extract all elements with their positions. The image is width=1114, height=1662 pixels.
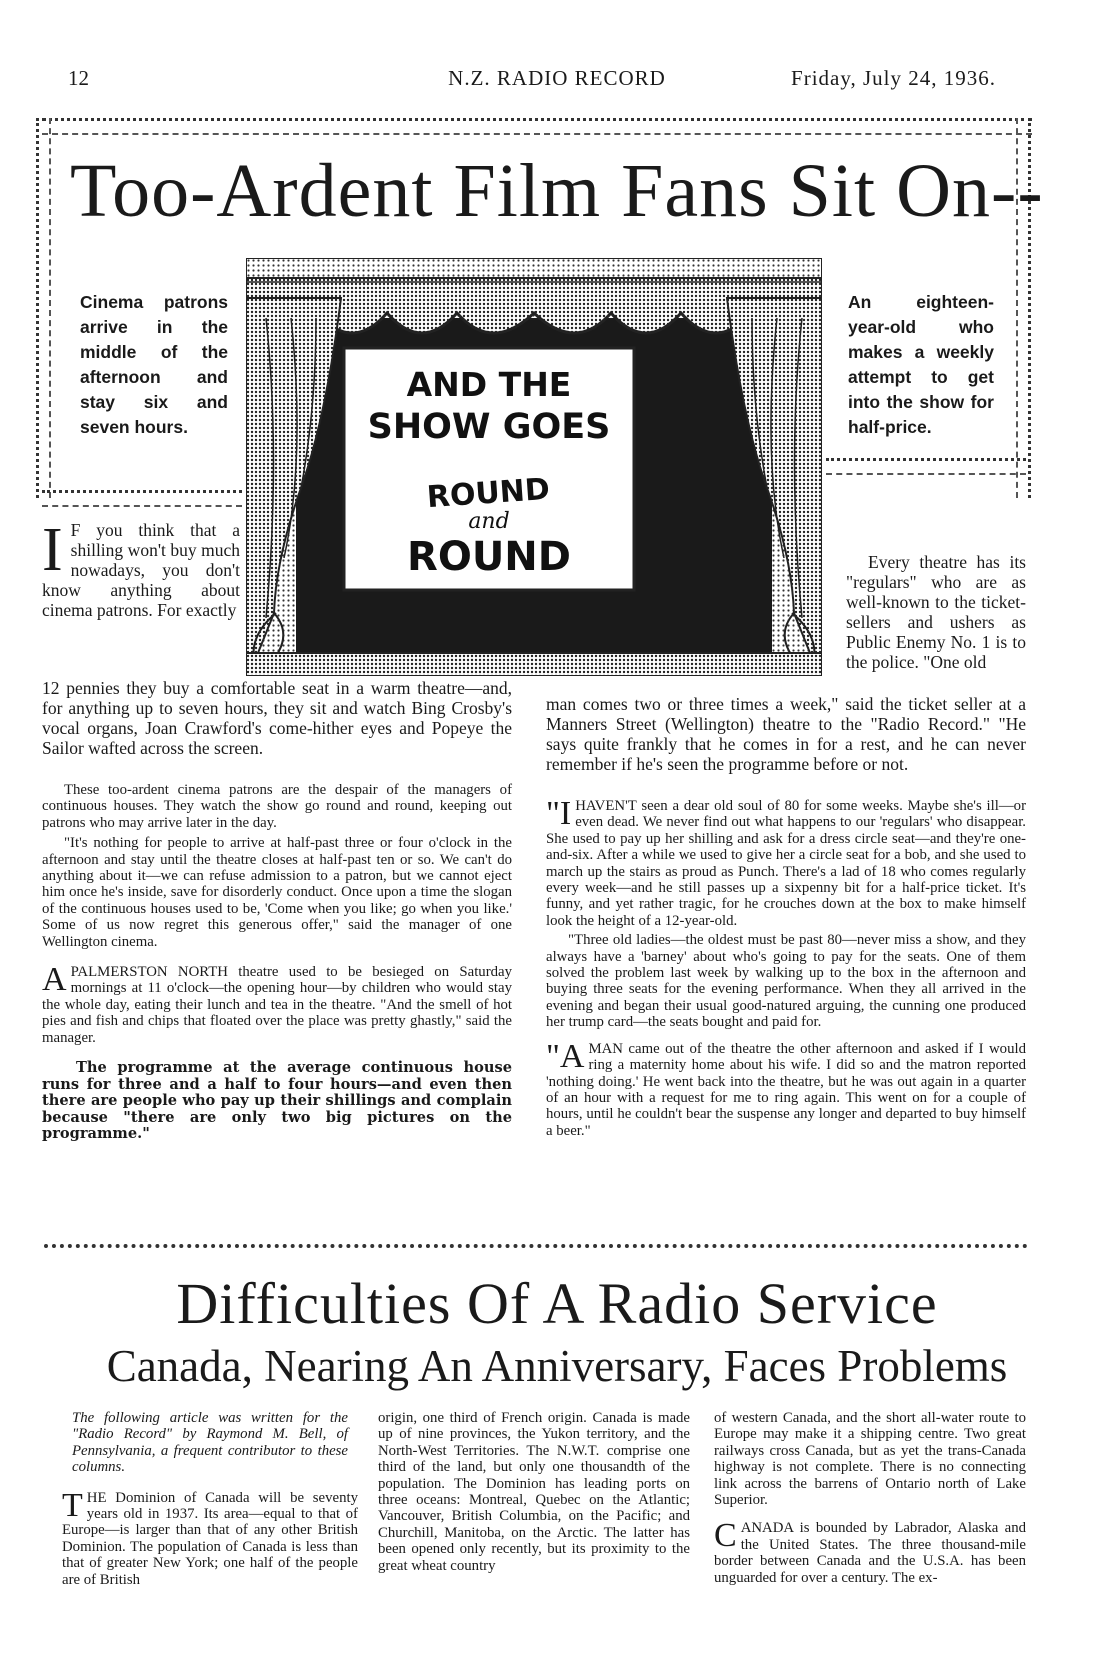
sign-line4: and: [468, 509, 510, 534]
sign-line3: ROUND: [425, 471, 551, 516]
left-paragraph-3: APALMERSTON NORTH theatre used to be besieged on Saturday mornings at 11 o'clock—the opening hour—by children who would stay the whole day, eating their lunch and tea in the theatre. "And the smell of hot pies and fish and chips that floated over the place was pretty ghastly," said the manager.: [42, 961, 512, 1046]
left-paragraph-4-bold: The programme at the average continuous house runs for three and a half to four hours—and even then there are people who pay up their shillings and complain because "there are only two big pictures on the programme.": [42, 1059, 512, 1143]
sign-line2: SHOW GOES: [367, 407, 611, 447]
article1-left-body: [42, 782, 512, 1143]
sidebar-right: An eighteen-year-old who makes a weekly attempt to get into the show for half-price.: [848, 292, 994, 437]
intro-narrow-text: F you think that a shilling won't buy much nowadays, you don't know anything about cinema patrons. For exactly: [42, 520, 240, 620]
article2-col2: [378, 1410, 690, 1574]
intro-wide-text: 12 pennies they buy a comfortable seat in a warm theatre—and, for anything up to seven hours, they sit and watch Bing Crosby's vocal organs, Joan Crawford's come-hither eyes and Popeye the Sailor wafted across the screen.: [42, 678, 512, 758]
dropcap-t: T: [62, 1486, 83, 1524]
border-top: [42, 118, 1032, 135]
article2-col3: [714, 1410, 1026, 1586]
dropcap-c: C: [714, 1517, 737, 1555]
border-bottom-right: [826, 458, 1026, 475]
article2-subhead: Canada, Nearing An Anniversary, Faces Problems: [106, 1341, 1008, 1391]
article2-headline: Difficulties Of A Radio Service: [176, 1271, 938, 1336]
right-intro-narrow-text: Every theatre has its "regulars" who are as well-known to the ticket-sellers and ushers as Public Enemy No. 1 is to the police. "One old: [846, 552, 1026, 672]
article2-intro-italic: The following article was written for the "Radio Record" by Raymond M. Bell, of Pennsylvania, a frequent contributor to these columns.: [72, 1410, 348, 1476]
stage-curtain-graphic: [246, 258, 822, 676]
right-paragraph-2: "Three old ladies—the oldest must be past 80—never miss a show, and they always have a 'barney' about who's going to pay for the seats. One of them solved the problem last week by walking up to the box in the afternoon and buying three seats for the evening performance. When they all arrived in the evening and began their usual good-natured arguing, the cunning one produced her trump card—the seats bought and paid for.: [546, 932, 1026, 1031]
right-paragraph-1: "IHAVEN'T seen a dear old soul of 80 for some weeks. Maybe she's ill—or even dead. We never find out what happens to our 'regulars' who disappear. She used to pay up her shilling and ask for a dress circle seat—and they're one-and-six. After a while we used to give her a circle seat for a bob, and she used to march up the stairs as proud as Punch. There's a lad of 18 who comes regularly every week—and he still passes up a sixpenny bit for a half-price ticket. It's funny, and yet rather tragic, for he crouches down at the box to make himself look the height of a 12-year-old.: [546, 795, 1026, 929]
border-left: [36, 118, 51, 498]
dropcap-i-quote: "I: [546, 795, 572, 832]
section-separator: [44, 1244, 1028, 1254]
left-paragraph-1: These too-ardent cinema patrons are the despair of the managers of continuous houses. They watch the show go round and round, keeping out patrons who may arrive later in the day.: [42, 782, 512, 831]
sign-line1: AND THE: [406, 365, 572, 404]
dropcap-a-quote: "A: [546, 1037, 585, 1075]
publication-name: N.Z. RADIO RECORD: [448, 66, 666, 90]
article1-right-intro-narrow: [846, 552, 1026, 672]
page-header: [0, 66, 1114, 96]
dropcap-i: I: [42, 516, 63, 584]
article2-col1: [62, 1410, 358, 1588]
article1-intro-narrow: [42, 516, 240, 620]
article1-headline: Too-Ardent Film Fans Sit On--: [70, 149, 1044, 233]
sidebar-left: Cinema patrons arrive in the middle of the afternoon and stay six and seven hours.: [80, 292, 228, 437]
article1-intro-wide: [42, 678, 512, 758]
right-paragraph-3: "AMAN came out of the theatre the other afternoon and asked if I would ring a maternity home about his wife. I did so and the matron reported 'nothing doing.' He went back into the theatre, but he was out again in a quarter of an hour with a request for me to ring again. This went on for a couple of hours, until he couldn't bear the suspense any longer and departed to buy himself a beer.": [546, 1037, 1026, 1139]
article2-col3-paragraph-1: of western Canada, and the short all-water route to Europe may make it a shipping centre. Two great railways cross Canada, but as yet the trans-Canada highway is not complete. There is no connecting link across the barrens of Ontario north of Lake Superior.: [714, 1410, 1026, 1509]
article2-col1-paragraph: THE Dominion of Canada will be seventy years old in 1937. Its area—equal to that of Europe—is larger than that of any other British Dominion. The population of Canada is less than that of greater New York; one half of the people are of British: [62, 1486, 358, 1588]
border-bottom-left: [42, 490, 242, 507]
dropcap-a: A: [42, 961, 67, 999]
issue-date: Friday, July 24, 1936.: [791, 66, 996, 90]
article1-right-body: [546, 795, 1026, 1139]
page-number: 12: [68, 66, 89, 90]
stage-illustration: [246, 258, 822, 676]
left-paragraph-2: "It's nothing for people to arrive at half-past three or four o'clock in the afternoon and stay until the theatre closes at half-past ten or so. We can't do anything about it—we can refuse admission to a patron, but we cannot eject him once he's inside, save for disorderly conduct. Once upon a time the slogan of the continuous houses used to be, 'Come when you like; go when you like.' Some of us now regret this generous offer," said the manager of one Wellington cinema.: [42, 835, 512, 950]
sign-line5: ROUND: [407, 534, 571, 580]
right-intro-wide-text: man comes two or three times a week," said the ticket seller at a Manners Street (Wellington) theatre to the "Radio Record." "He says quite frankly that he comes in for a rest, and he can never remember if he's seen the programme before or not.: [546, 694, 1026, 774]
article2-col3-paragraph-2: CANADA is bounded by Labrador, Alaska and the United States. The three thousand-mile border between Canada and the U.S.A. has been unguarded for over a century. The ex-: [714, 1517, 1026, 1586]
article1-right-intro-wide: [546, 694, 1026, 774]
article2-col2-paragraph: origin, one third of French origin. Canada is made up of nine provinces, the Yukon territory, and the North-West Territories. The N.W.T. comprise one third of the land, but only one thousandth of the population. The Dominion has leading ports on three oceans: Montreal, Quebec on the Atlantic; Vancouver, British Columbia, on the Pacific; and Churchill, Manitoba, on the Arctic. The latter has been opened only recently, but its proximity to the great wheat country: [378, 1410, 690, 1574]
